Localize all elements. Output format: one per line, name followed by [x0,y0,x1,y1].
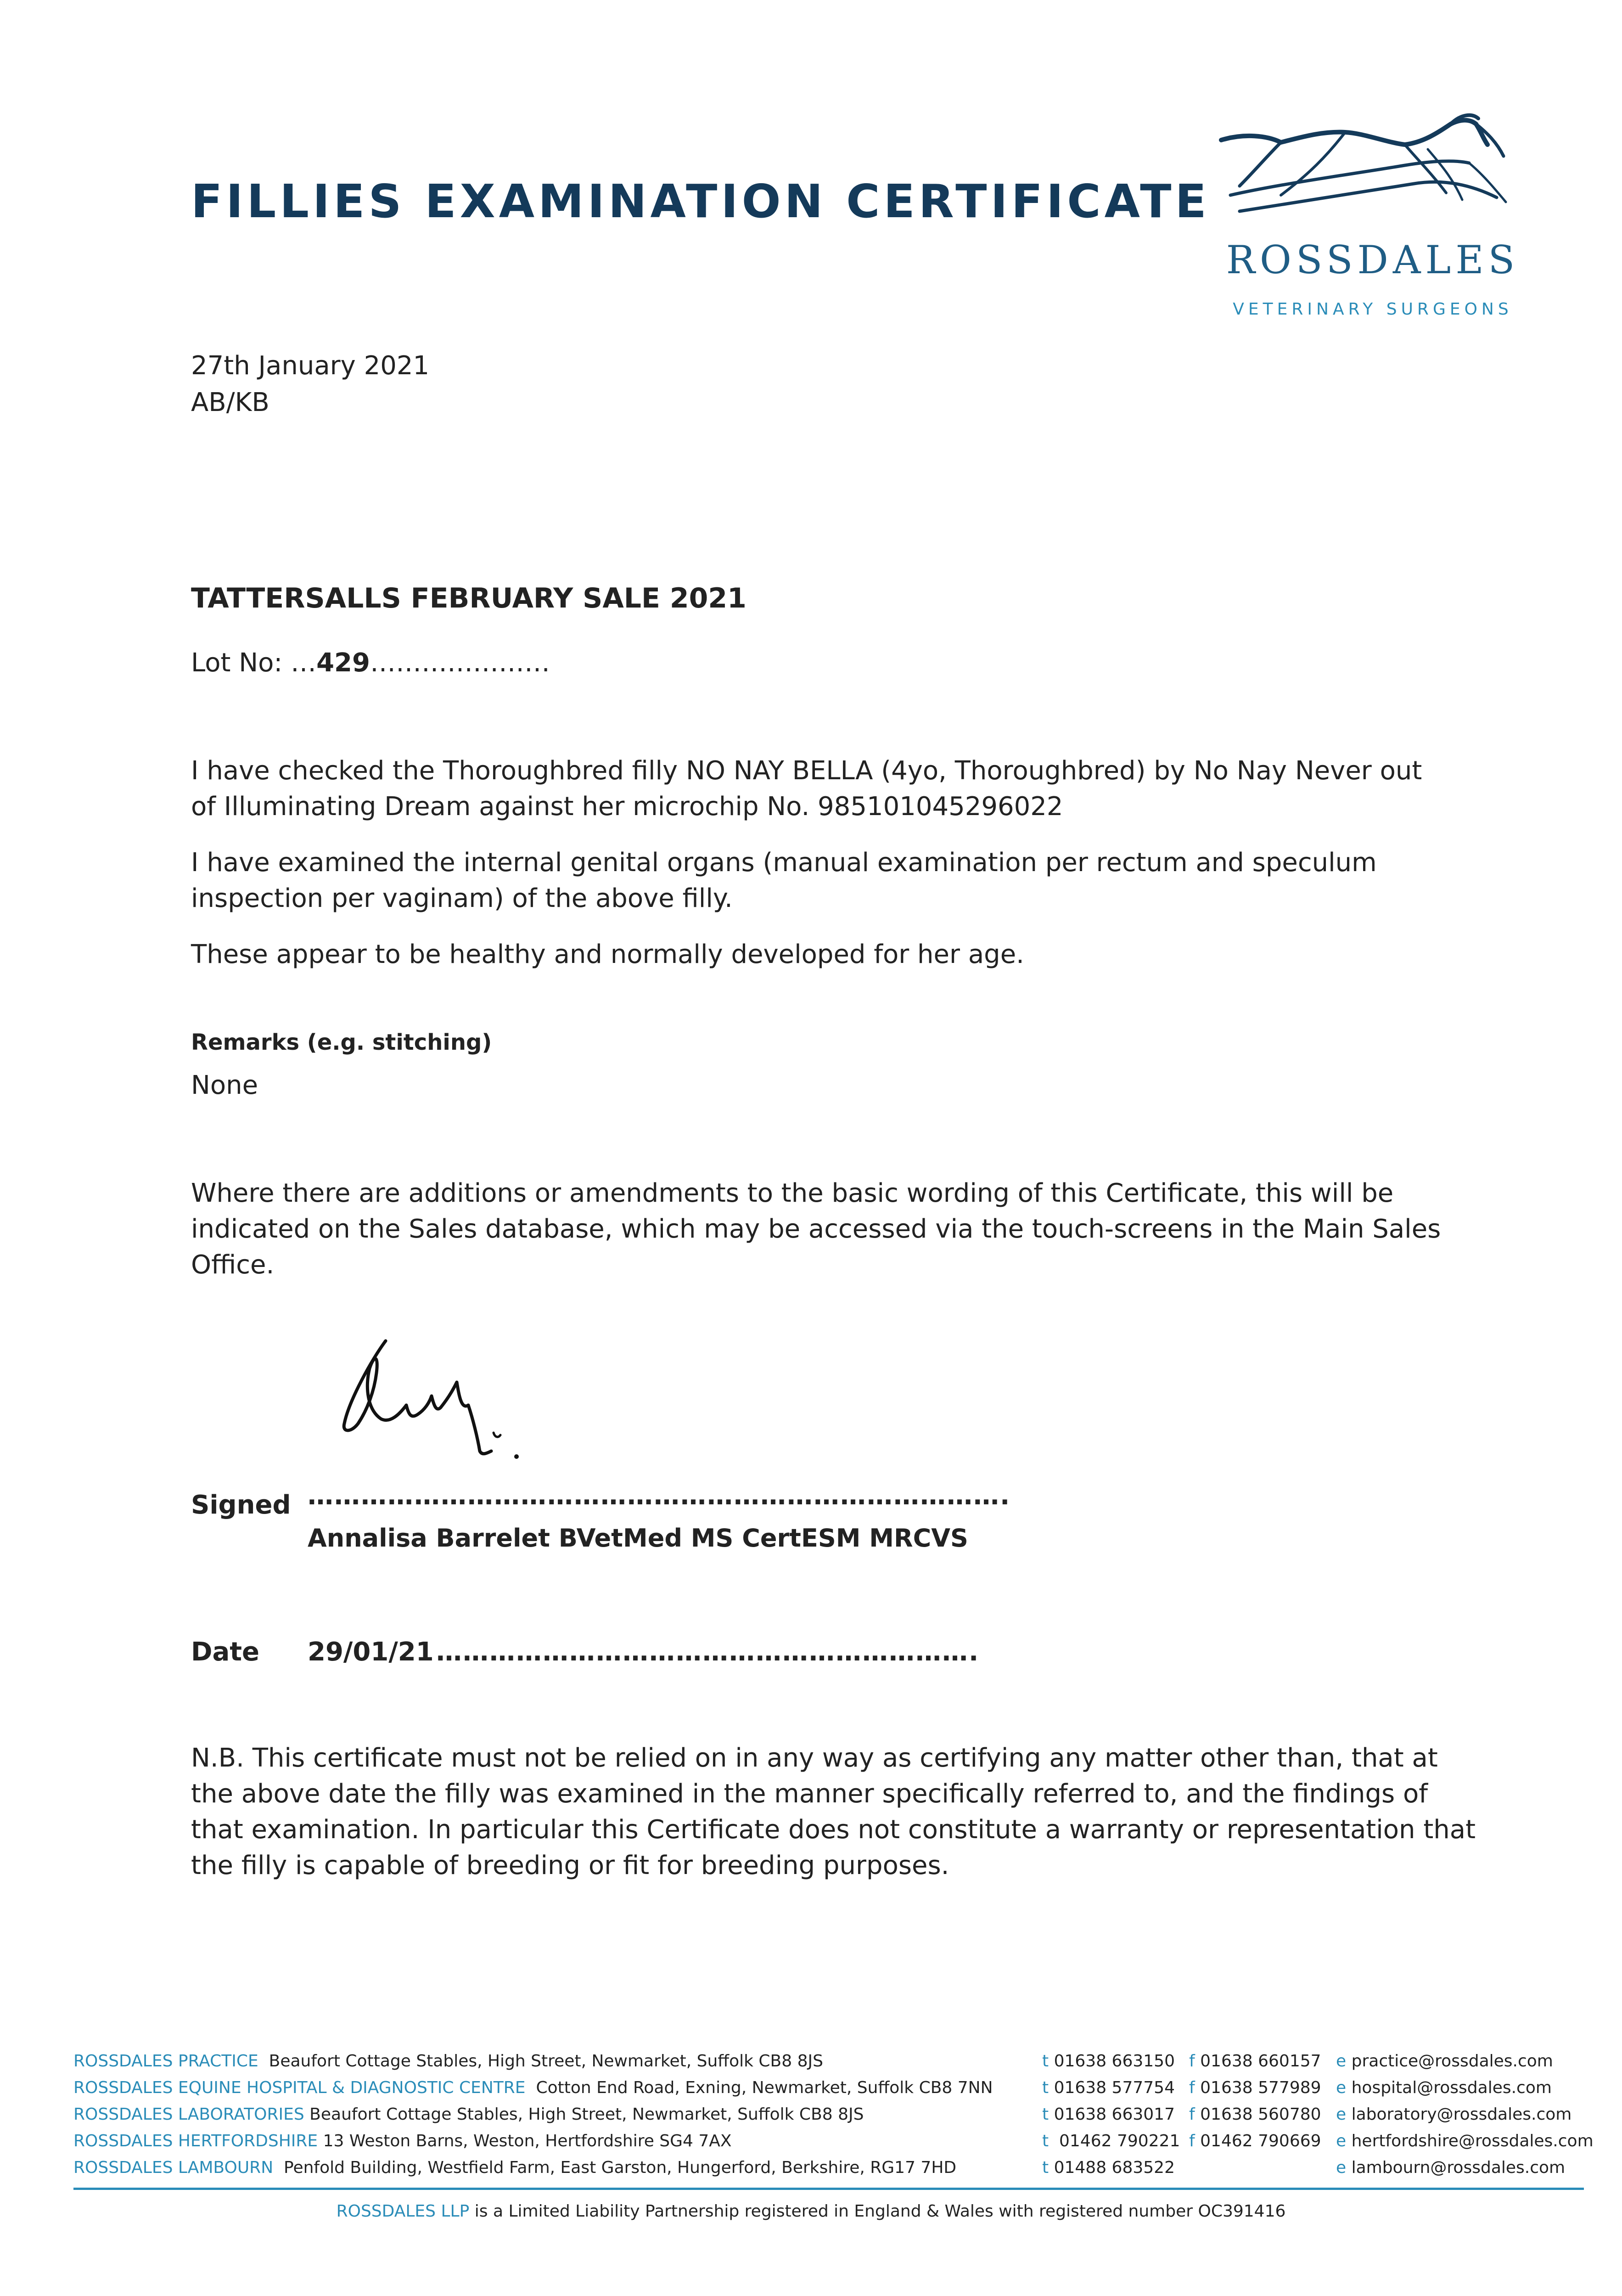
signature-dotted-line: ……………………………………………………………………. [308,1481,1011,1511]
lot-number: 429 [316,648,370,678]
footer-address: 13 Weston Barns, Weston, Hertfordshire SG4 7AX [323,2132,732,2150]
footer-email[interactable]: lambourn@rossdales.com [1351,2158,1566,2177]
registration-notice [0,2202,1622,2221]
logo-tagline: VETERINARY SURGEONS [1233,300,1513,319]
footer-row [73,2078,1588,2105]
phone-label: t [1042,2078,1049,2097]
signed-date: 29/01/21 [308,1637,434,1667]
identification-paragraph: I have checked the Thoroughbred filly NO NAY BELLA (4yo, Thoroughbred) by No Nay Never out of Illuminating Dream against her microchip No. 985101045296022 [191,756,1422,822]
phone-label: t [1042,2158,1049,2177]
disclaimer-paragraph: N.B. This certificate must not be relied on in any way as certifying any matter other than, that at the above date the filly was examined in the manner specifically referred to, and the findings of that examination. In particular this Certificate does not constitute a warranty or representation that the filly is capable of breeding or fit for breeding purposes. [191,1743,1476,1880]
footer-org: ROSSDALES LABORATORIES [73,2105,304,2124]
fax-label: f [1189,2105,1195,2124]
phone-label: t [1042,2052,1049,2071]
footer-phone: 01462 790221 [1059,2132,1180,2150]
email-label: e [1336,2052,1347,2071]
signer-name: Annalisa Barrelet BVetMed MS CertESM MRCVS [308,1524,968,1553]
footer-fax: 01462 790669 [1200,2132,1321,2150]
findings-paragraph: These appear to be healthy and normally developed for her age. [191,940,1024,969]
remarks-label: Remarks (e.g. stitching) [191,1030,492,1055]
footer-phone: 01638 577754 [1054,2078,1175,2097]
letter-reference: AB/KB [191,388,269,417]
phone-label: t [1042,2132,1049,2150]
footer-email[interactable]: hertfordshire@rossdales.com [1351,2132,1594,2150]
footer-row [73,2158,1588,2185]
email-label: e [1336,2105,1347,2124]
footer-org: ROSSDALES PRACTICE [73,2052,258,2071]
page-title: FILLIES EXAMINATION CERTIFICATE [191,174,1210,228]
registration-text: is a Limited Liability Partnership registered in England & Wales with registered number OC391416 [469,2202,1286,2221]
horse-logo-icon [1221,115,1506,211]
footer-org: ROSSDALES LAMBOURN [73,2158,274,2177]
footer-fax: 01638 660157 [1200,2052,1321,2071]
fax-label: f [1189,2132,1195,2150]
fax-label: f [1189,2052,1195,2071]
footer-email[interactable]: practice@rossdales.com [1351,2052,1553,2071]
registration-org: ROSSDALES LLP [336,2202,470,2221]
footer-fax: 01638 560780 [1200,2105,1321,2124]
footer-org: ROSSDALES EQUINE HOSPITAL & DIAGNOSTIC CENTRE [73,2078,526,2097]
footer-phone: 01638 663150 [1054,2052,1175,2071]
lot-label: Lot No: … [191,648,317,678]
footer-fax: 01638 577989 [1200,2078,1321,2097]
amendments-paragraph: Where there are additions or amendments to the basic wording of this Certificate, this will be indicated on the Sales database, which may be accessed via the touch-screens in the Main Sales Office. [191,1178,1441,1280]
footer-contacts [73,2052,1594,2185]
signed-label: Signed [191,1490,291,1520]
footer-address: Beaufort Cottage Stables, High Street, Newmarket, Suffolk CB8 8JS [309,2105,864,2124]
email-label: e [1336,2132,1347,2150]
rossdales-logo [1212,106,1533,335]
footer-divider [73,2188,1584,2190]
examination-paragraph: I have examined the internal genital organs (manual examination per rectum and speculum inspection per vaginam) of the above filly. [191,848,1377,913]
footer-row [73,2052,1588,2078]
lot-number-line [191,645,550,681]
footer-row [73,2132,1594,2158]
email-label: e [1336,2078,1347,2097]
footer-address: Beaufort Cottage Stables, High Street, Newmarket, Suffolk CB8 8JS [269,2052,823,2071]
footer-email[interactable]: hospital@rossdales.com [1351,2078,1552,2097]
logo-wordmark: ROSSDALES [1226,237,1520,282]
footer-email[interactable]: laboratory@rossdales.com [1351,2105,1572,2124]
letter-date: 27th January 2021 [191,351,430,381]
footer-phone: 01488 683522 [1054,2158,1175,2177]
email-label: e [1336,2158,1347,2177]
sale-title: TATTERSALLS FEBRUARY SALE 2021 [191,582,746,614]
footer-address: Cotton End Road, Exning, Newmarket, Suffolk CB8 7NN [536,2078,993,2097]
handwritten-signature [331,1322,551,1469]
footer-row [73,2105,1588,2132]
footer-address: Penfold Building, Westfield Farm, East Garston, Hungerford, Berkshire, RG17 7HD [284,2158,957,2177]
footer-org: ROSSDALES HERTFORDSHIRE [73,2132,318,2150]
lot-dotted-line: ………………… [370,648,550,678]
date-label: Date [191,1637,260,1667]
remarks-value: None [191,1070,258,1100]
footer-phone: 01638 663017 [1054,2105,1175,2124]
phone-label: t [1042,2105,1049,2124]
fax-label: f [1189,2078,1195,2097]
date-dotted-line: ……………………………………………………. [436,1637,980,1667]
